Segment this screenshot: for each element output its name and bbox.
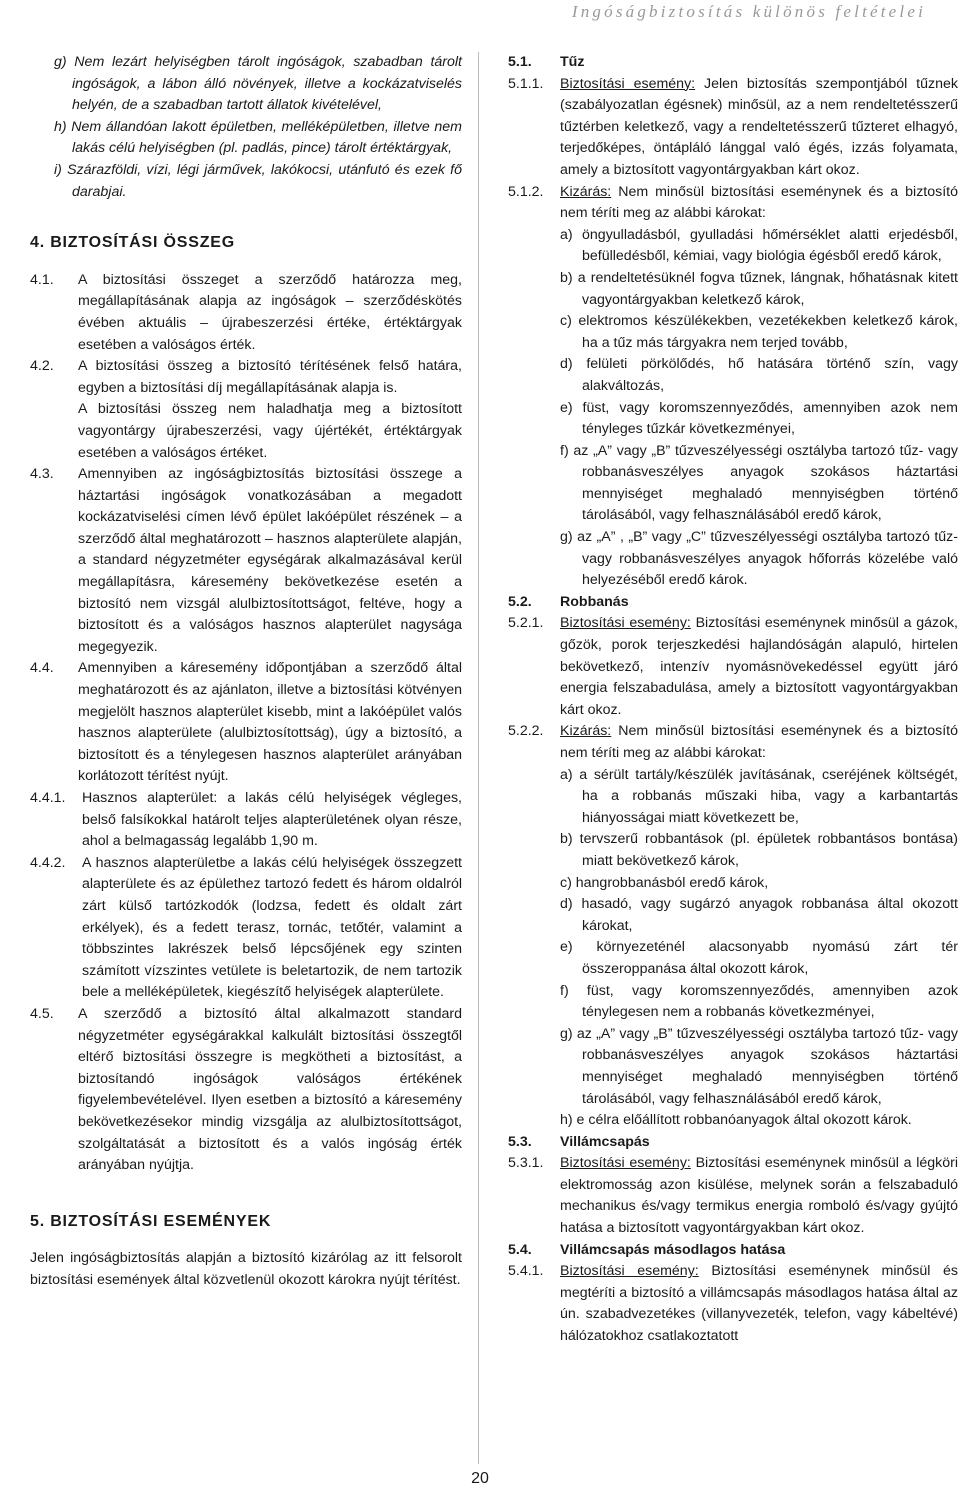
clause-5-2-2 [508, 721, 958, 764]
clause-number: 4.4. [30, 660, 54, 677]
clause-text-part: A biztosítási összeg nem haladhatja meg a biztosított vagyontárgy újrabeszerzési, vagy újértékét, értéktárgyak esetében a valóságos értéket. [78, 401, 462, 461]
clause-5-2-1 [508, 613, 958, 721]
clause-text: A hasznos alapterületbe a lakás célú helyiségek összegzett alapterülete és az épülethez tartozó fedett és három oldalról zárt külső tartózkodók (lodzsa, fedett és oldalt zárt erkélyek), és a fedett terasz, tornác, tetőtér, valamint a többszintes lakrészek belső lépcsőjének egy szinten számított vízszintes vetülete is beletartozik, de nem tartozik bele a melléképületek, kiegészítő helyiségek alapterülete. [82, 854, 462, 1001]
section-heading-4: 4. BIZTOSÍTÁSI ÖSSZEG [30, 234, 235, 252]
subsection-5-2 [508, 592, 958, 614]
clause-number: 4.2. [30, 358, 54, 375]
clause-4-1 [30, 270, 462, 356]
clause-text: Jelen biztosítás szempontjából tűznek (szabályozatlan égésnek) minősül, az a nem rendeltetésszerű tűztérben keletkező, vagy a rendeltetésszerű tűzteret elhagyó, terjedőképes, öntápláló lánggal való égés, izzás folyamata, amely a biztosított vagyontárgyakban kárt okoz. [560, 75, 958, 178]
clause-text [78, 356, 462, 464]
subsection-5-1 [508, 52, 958, 74]
clause-5-1-1 [508, 74, 958, 182]
clause-number: 4.1. [30, 271, 54, 288]
list-item: a) öngyulladásból, gyulladási hőmérséklet alatti erjedésből, befülledésből, kémiai, vagy biológia égésből eredő károk, [560, 226, 958, 265]
list-item: f) az „A” vagy „B” tűzveszélyességi osztályba tartozó tűz- vagy robbanásveszélyes anyagok szokásos háztartási mennyiséget meghaladó mennyiségben történő tárolásából, vagy felhasználásából eredő károk, [560, 442, 958, 524]
list-item: e) környezeténél alacsonyabb nyomású zárt tér összeroppanása által okozott károk, [560, 939, 958, 977]
clause-number: 4.4.1. [30, 790, 66, 806]
clause-4-3 [30, 464, 462, 658]
clause-text: Biztosítási eseménynek minősül a gázok, gőzök, porok terjeszkedési hajlandóságán alapuló, hirtelen bekövetkező, intenzív nyomásnövekedéssel együtt járó energia felszabadulása, amely a biztosított vagyontárgyakban kárt okoz. [560, 615, 958, 718]
clause-number: 5.3. [508, 1133, 532, 1150]
clause-number: 5.3.1. [508, 1155, 544, 1172]
event-label: Biztosítási esemény: [560, 1155, 691, 1172]
event-label: Biztosítási esemény: [560, 1263, 699, 1280]
event-label: Biztosítási esemény: [560, 615, 691, 632]
clause-number: 5.1. [508, 54, 532, 70]
clause-text: Biztosítási eseménynek minősül és megtéríti a biztosító a villámcsapás másodlagos hatása által az ún. szabadvezetékes (villanyvezeték, telefon, vagy kábeltévé) hálózatokhoz csatlakoztatott [560, 1263, 958, 1345]
clause-text: Nem minősül biztosítási eseménynek és a biztosító nem téríti meg az alábbi károkat: [560, 183, 958, 222]
clause-4-4 [30, 658, 462, 788]
subsection-title: Villámcsapás [560, 1133, 650, 1150]
subsection-5-3 [508, 1132, 958, 1154]
clause-number: 5.2.1. [508, 615, 544, 632]
clause-4-4-2 [30, 853, 462, 1004]
list-item: g) az „A” vagy „B” tűzveszélyességi osztályba tartozó tűz- vagy robbanásveszélyes anyagok szokásos háztartási mennyiséget meghaladó mennyiségben történő tárolásából, vagy felhasználásából eredő károk, [560, 1025, 958, 1107]
header-band [0, 0, 960, 34]
clause-text: Biztosítási eseménynek minősül a légköri elektromosság azon kisülése, melynek során a felszabaduló mechanikus és/vagy termikus energia romboló és/vagy gyújtó hatása a biztosított vagyontárgyakban kárt okoz. [560, 1155, 958, 1237]
right-column [508, 52, 958, 1348]
clause-number: 4.4.2. [30, 854, 66, 871]
clause-number: 5.2.2. [508, 723, 544, 740]
clause-number: 5.4. [508, 1241, 532, 1258]
clause-4-5 [30, 1004, 462, 1177]
section-heading-5: 5. BIZTOSÍTÁSI ESEMÉNYEK [30, 1212, 272, 1230]
clause-number: 5.4.1. [508, 1263, 544, 1280]
exclusion-label: Kizárás: [560, 723, 612, 740]
clause-text: Amennyiben az ingóságbiztosítás biztosítási összege a háztartási ingóságok vonatkozásában a megadott kockázatviselési címen lévő épület lakóépület részének – a szerződő által meghatározott – hasznos alapterülete alapján, a standard négyzetméter egységárak alkalmazásával kerül megállapításra, káresemény bekövetkezése esetén a biztosító nem vizsgál alulbiztosítottságot, feltéve, hogy a biztosított és a valóságos hasznos alapterület nagysága megegyezik. [78, 466, 462, 655]
list-item: h) e célra előállított robbanóanyagok által okozott károk. [560, 1112, 912, 1129]
subsection-title: Tűz [560, 54, 585, 70]
list-item: g) Nem lezárt helyiségben tárolt ingóságok, szabadban tárolt ingóságok, a lábon álló növények, illetve a kockázatviselés helyén, de a szabadban tartott állatok kivételével, [54, 54, 462, 114]
list-item: f) füst, vagy koromszennyeződés, amennyiben azok ténylegesen nem a robbanás következményei, [560, 982, 958, 1021]
clause-number: 4.3. [30, 466, 54, 483]
section-5-intro: Jelen ingóságbiztosítás alapján a biztosító kizárólag az itt felsorolt biztosítási események által közvetlenül okozott károkra nyújt térítést. [30, 1250, 462, 1288]
list-item: d) felületi pörkölődés, hő hatására történő szín, vagy alakváltozás, [560, 356, 958, 394]
list-item: c) elektromos készülékekben, vezetékekben keletkező károk, ha a tűz más tárgyakra nem terjed tovább, [560, 313, 958, 351]
column-divider [478, 52, 479, 1464]
list-item: c) hangrobbanásból eredő károk, [560, 874, 769, 891]
list-item: a) a sérült tartály/készülék javításának, cseréjének költségét, ha a robbanás műszaki hiba, vagy a karbantartás hiányosságai miatt következett be, [560, 766, 958, 826]
subsection-5-4 [508, 1240, 958, 1262]
clause-text-part: A biztosítási összeg a biztosító térítésének felső határa, egyben a biztosítási díj megállapításának alapja is. [78, 358, 462, 396]
page-number: 20 [471, 1470, 489, 1487]
clause-5-1-2 [508, 182, 958, 225]
clause-number: 5.1.1. [508, 75, 544, 92]
list-item: i) Szárazföldi, vízi, légi járművek, lakókocsi, utánfutó és ezek fő darabjai. [54, 161, 462, 200]
clause-number: 5.1.2. [508, 183, 544, 200]
subsection-title: Villámcsapás másodlagos hatása [560, 1241, 786, 1258]
clause-text: A szerződő a biztosító által alkalmazott standard négyzetméter egységárakkal kalkulált biztosítási összegtől eltérő biztosítási összegre is megkötheti a biztosítást, a biztosítandó ingóságok valóságos értékének figyelembevételével. Ilyen esetben a biztosító a káresemény bekövetkezésekor mindig vizsgálja az alulbiztosítottságot, szolgáltatását a biztosított és a valós ingóság érték arányában nyújtja. [78, 1005, 462, 1174]
clause-number: 4.5. [30, 1005, 54, 1022]
clause-4-2 [30, 356, 462, 464]
list-item: b) a rendeltetésüknél fogva tűznek, lángnak, hőhatásnak kitett vagyontárgyakban keletkező károk, [560, 269, 958, 308]
subsection-title: Robbanás [560, 593, 629, 610]
clause-text: Hasznos alapterület: a lakás célú helyiségek végleges, belső falsíkokkal határolt teljes alapterületének olyan része, ahol a belmagasság legalább 1,90 m. [82, 790, 462, 850]
clause-text: Amennyiben a káresemény időpontjában a szerződő által meghatározott és az ajánlaton, illetve a biztosítási kötvényen megjelölt hasznos alapterület kisebb, mint a lakóépület valós hasznos alapterülete (alulbiztosítottság), úgy a biztosító, a biztosított és a ténylegesen hasznos alapterület arányában korlátozott térítést nyújt. [78, 660, 462, 785]
clause-5-3-1 [508, 1153, 958, 1239]
list-item: h) Nem állandóan lakott épületben, melléképületben, illetve nem lakás célú helyiségben (pl. padlás, pince) tárolt értéktárgyak, [54, 118, 462, 157]
clause-5-4-1 [508, 1261, 958, 1347]
event-label: Biztosítási esemény: [560, 75, 696, 92]
list-item: b) tervszerű robbantások (pl. épületek robbantásos bontása) miatt bekövetkező károk, [560, 831, 958, 869]
list-item: e) füst, vagy koromszennyeződés, amennyiben azok nem tényleges tűzkár következményei, [560, 399, 958, 438]
clause-4-4-1 [30, 788, 462, 853]
exclusion-label: Kizárás: [560, 183, 612, 200]
left-column [30, 52, 462, 1291]
clause-text: Nem minősül biztosítási eseménynek és a biztosító nem téríti meg az alábbi károkat: [560, 723, 958, 761]
list-item: d) hasadó, vagy sugárzó anyagok robbanása által okozott károkat, [560, 896, 958, 934]
list-item: g) az „A” , „B” vagy „C” tűzveszélyességi osztályba tartozó tűz- vagy robbanásveszélyes anyagok hőforrás közelébe való helyezéséből eredő károk. [560, 529, 958, 589]
running-header-title: Ingóságbiztosítás különös feltételei [571, 2, 926, 21]
clause-number: 5.2. [508, 593, 532, 610]
clause-text: A biztosítási összeget a szerződő határozza meg, megállapításának alapja az ingóságok – szerződéskötés évében aktuális – újrabeszerzési értéke, értéktárgyak esetében a valóságos érték. [78, 271, 462, 353]
